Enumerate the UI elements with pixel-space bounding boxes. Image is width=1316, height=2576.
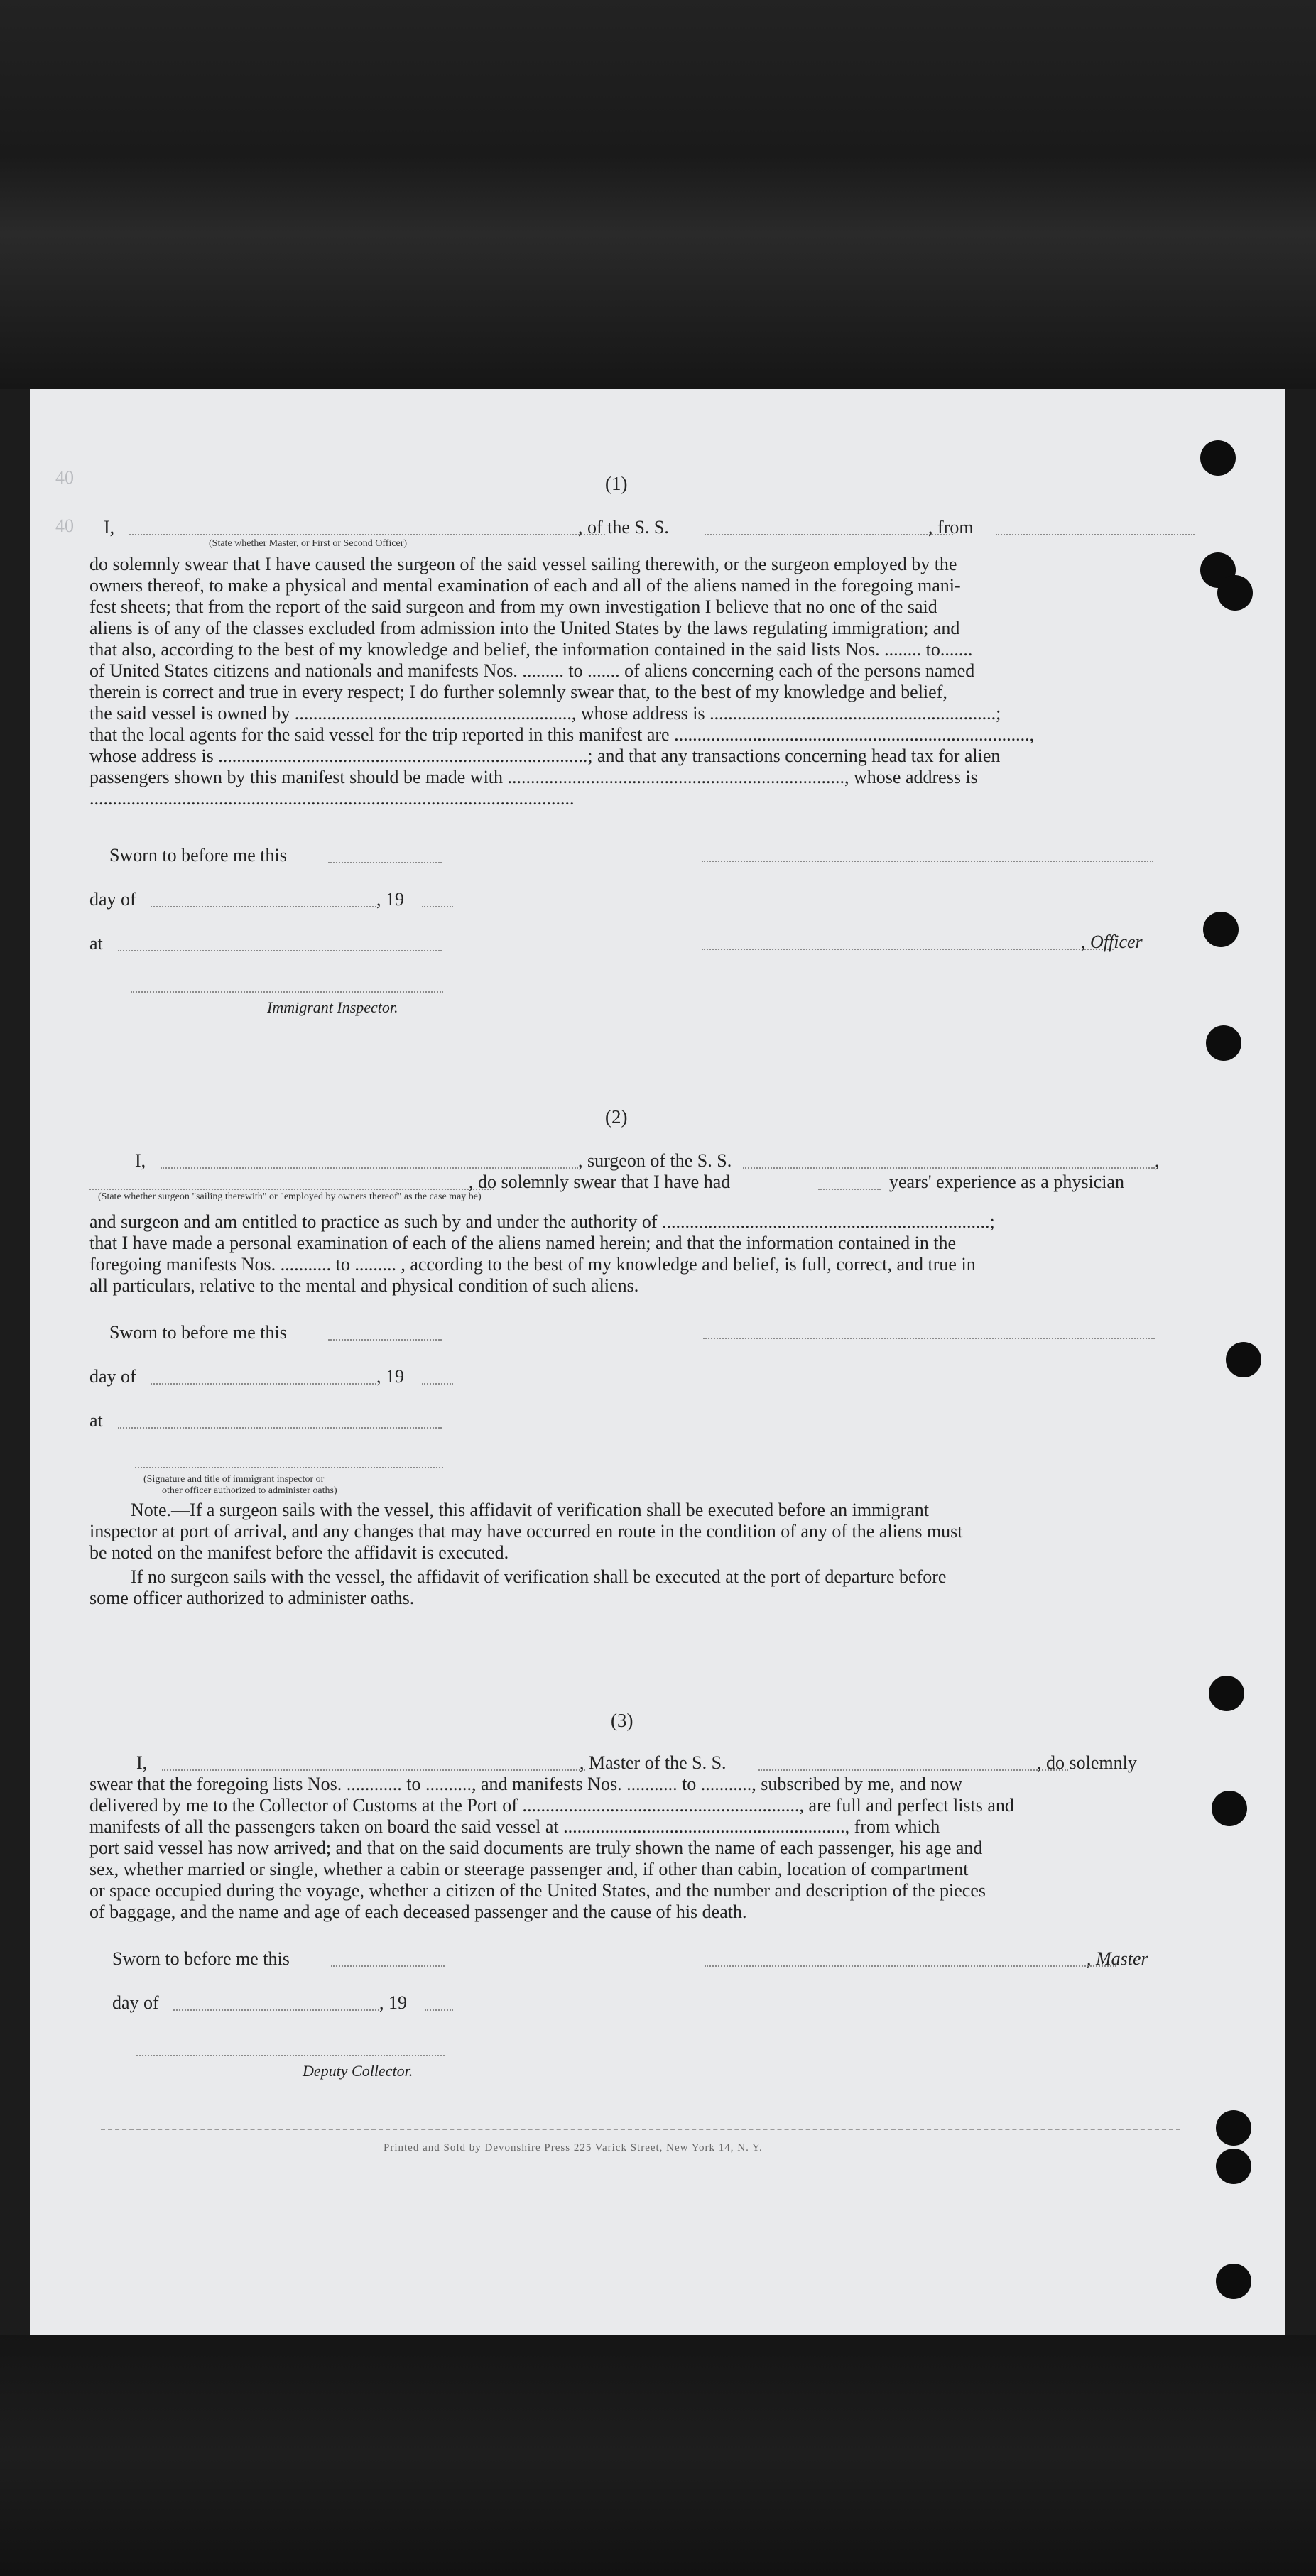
scan-background-bottom bbox=[0, 2335, 1316, 2576]
s2-note-line: be noted on the manifest before the affidavit is executed. bbox=[89, 1542, 509, 1563]
s1-inspector-label: Immigrant Inspector. bbox=[267, 998, 398, 1016]
s2-surgeon-label: , surgeon of the S. S. bbox=[578, 1150, 732, 1171]
s2-surgeon-name-field[interactable] bbox=[161, 1167, 578, 1169]
s1-officer-hint: (State whether Master, or First or Second Officer) bbox=[209, 538, 408, 549]
s1-officer-title-field[interactable] bbox=[702, 949, 1114, 950]
s3-sworn-label: Sworn to before me this bbox=[112, 1948, 290, 1969]
s2-signature-field[interactable] bbox=[703, 1338, 1155, 1339]
s2-comma: , bbox=[1155, 1150, 1160, 1171]
s1-i-label: I, bbox=[104, 517, 115, 537]
s1-at-label: at bbox=[89, 933, 103, 954]
s3-master-name-field[interactable] bbox=[162, 1769, 585, 1771]
punch-hole bbox=[1209, 1676, 1244, 1711]
s1-inspector-signature-field[interactable] bbox=[131, 991, 443, 993]
s1-day-of-label: day of bbox=[89, 889, 136, 910]
scan-background-top bbox=[0, 0, 1316, 389]
s2-inspector-hint-2: other officer authorized to administer oaths) bbox=[162, 1485, 337, 1496]
s2-note-line: some officer authorized to administer oaths. bbox=[89, 1588, 415, 1608]
punch-hole bbox=[1216, 2149, 1251, 2184]
s2-year-field[interactable] bbox=[422, 1383, 453, 1385]
punch-hole bbox=[1216, 2110, 1251, 2146]
s3-master-title-label: , Master bbox=[1087, 1948, 1148, 1969]
s2-inspector-hint-1: (Signature and title of immigrant inspector or bbox=[143, 1474, 325, 1485]
s3-day-of-field[interactable] bbox=[173, 2009, 379, 2011]
s3-year-label: , 19 bbox=[379, 1992, 407, 2013]
s2-i-label: I, bbox=[135, 1150, 146, 1171]
s1-body-text: do solemnly swear that I have caused the surgeon of the said vessel sailing therewith, or the surgeon employed by the owners thereof, to make a physical and mental examination of each and all of the aliens named in the foregoing mani- fest sheets; that from the report of the said surgeon and from my own investigation I believe that no one of the said aliens is of any of the classes excluded from admission into the United States by the laws regulating immigration; and that also, according to the best of my knowledge and belief, the information contained in the said lists Nos. ........ to....... of United States citizens and nationals and manifests Nos. ......... to ....... of aliens concerning each of the persons named therein is correct and true in every respect; I do further solemnly swear that, to the best of my knowledge and belief, the said vessel is owned by ............................................................, whose address is ..............................................................; that the local agents for the said vessel for the trip reported in this manifest are ............................................................................., whose address is ................................................................................; and that any transactions concerning head tax for alien passengers shown by this manifest should be made with ........................................................................., whose address is ......................................................................................................... bbox=[89, 554, 1035, 809]
s2-year-label: , 19 bbox=[376, 1366, 404, 1387]
footer-rule bbox=[101, 2129, 1180, 2130]
s3-day-of-label: day of bbox=[112, 1992, 159, 2013]
s3-body-text: swear that the foregoing lists Nos. ............ to .........., and manifests Nos. ........... to ..........., subscribed by me, and now delivered by me to the Collector of Customs at the Port of ............................................................, are full and perfect lists and manifests of all the passengers taken on board the said vessel at ............................................................., from which port said vessel has now arrived; and that on the said documents are truly shown the name of each passenger, his age and sex, whether married or single, whether a cabin or steerage passenger and, if other than cabin, location of compartment or space occupied during the voyage, whether a citizen of the United States, and the number and description of the pieces of baggage, and the name and age of each deceased passenger and the cause of his death. bbox=[89, 1774, 1014, 1922]
punch-hole bbox=[1226, 1342, 1261, 1377]
s2-note-line: If no surgeon sails with the vessel, the affidavit of verification shall be executed at the port of departure before bbox=[131, 1566, 947, 1587]
s3-master-label: , Master of the S. S. bbox=[580, 1752, 727, 1773]
s3-collector-signature-field[interactable] bbox=[136, 2055, 445, 2056]
s1-at-field[interactable] bbox=[118, 950, 442, 951]
s1-signature-field[interactable] bbox=[702, 861, 1153, 862]
s1-year-field[interactable] bbox=[422, 906, 453, 907]
s1-day-of-field[interactable] bbox=[151, 906, 376, 907]
s3-sworn-date-field[interactable] bbox=[331, 1965, 445, 1967]
s2-years-label: years' experience as a physician bbox=[889, 1172, 1124, 1192]
s3-swear-label: , do solemnly bbox=[1037, 1752, 1137, 1773]
punch-hole bbox=[1200, 440, 1236, 476]
s3-collector-label: Deputy Collector. bbox=[303, 2062, 413, 2080]
s3-ship-name-field[interactable] bbox=[758, 1769, 1068, 1771]
s3-i-label: I, bbox=[136, 1752, 148, 1773]
section-2-number: (2) bbox=[605, 1106, 628, 1128]
section-3-number: (3) bbox=[611, 1710, 633, 1731]
s2-day-of-label: day of bbox=[89, 1366, 136, 1387]
s1-from-label: , from bbox=[928, 517, 974, 537]
s2-swear-label: , do solemnly swear that I have had bbox=[469, 1172, 731, 1192]
s1-sworn-label: Sworn to before me this bbox=[109, 845, 287, 866]
s2-at-field[interactable] bbox=[118, 1427, 442, 1429]
s2-surgeon-type-hint: (State whether surgeon "sailing therewith" or "employed by owners thereof" as the case may be) bbox=[98, 1191, 482, 1202]
s1-officer-label: , Officer bbox=[1081, 932, 1143, 952]
s2-sworn-date-field[interactable] bbox=[328, 1339, 442, 1341]
bleed-through-mark: 40 bbox=[55, 515, 74, 536]
s3-signature-field[interactable] bbox=[705, 1965, 1116, 1967]
punch-hole bbox=[1203, 912, 1239, 947]
s2-sworn-label: Sworn to before me this bbox=[109, 1322, 287, 1343]
punch-hole bbox=[1206, 1025, 1241, 1061]
s1-from-port-field[interactable] bbox=[996, 534, 1195, 535]
punch-hole bbox=[1212, 1791, 1247, 1826]
s2-surgeon-type-field[interactable] bbox=[89, 1189, 494, 1190]
s2-note-line: inspector at port of arrival, and any changes that may have occurred en route in the condition of any of the aliens must bbox=[89, 1521, 963, 1541]
printer-imprint: Printed and Sold by Devonshire Press 225 Varick Street, New York 14, N. Y. bbox=[384, 2142, 763, 2154]
s2-ship-name-field[interactable] bbox=[743, 1167, 1155, 1169]
s1-officer-name-field[interactable] bbox=[129, 534, 605, 535]
punch-hole bbox=[1216, 2264, 1251, 2299]
s2-day-of-field[interactable] bbox=[151, 1383, 376, 1385]
s1-ship-label: , of the S. S. bbox=[578, 517, 669, 537]
punch-hole bbox=[1217, 575, 1253, 611]
s3-year-field[interactable] bbox=[425, 2009, 453, 2011]
s2-inspector-signature-field[interactable] bbox=[135, 1467, 443, 1468]
s2-body-text: and surgeon and am entitled to practice as such by and under the authority of .......................................................................; that I have made a personal examination of each of the aliens named herein; and that the information contained in the foregoing manifests Nos. ........... to ......... , according to the best of my knowledge and belief, is full, correct, and true in all particulars, relative to the mental and physical condition of such aliens. bbox=[89, 1211, 995, 1296]
s1-sworn-date-field[interactable] bbox=[328, 862, 442, 863]
section-1-number: (1) bbox=[605, 473, 628, 494]
bleed-through-mark: 40 bbox=[55, 467, 74, 488]
form-page bbox=[30, 389, 1285, 2335]
s1-ship-name-field[interactable] bbox=[705, 534, 953, 535]
s2-note-line: Note.—If a surgeon sails with the vessel, this affidavit of verification shall be executed before an immigrant bbox=[131, 1500, 929, 1520]
s2-at-label: at bbox=[89, 1410, 103, 1431]
s2-years-field[interactable] bbox=[818, 1189, 881, 1190]
s1-year-label: , 19 bbox=[376, 889, 404, 910]
